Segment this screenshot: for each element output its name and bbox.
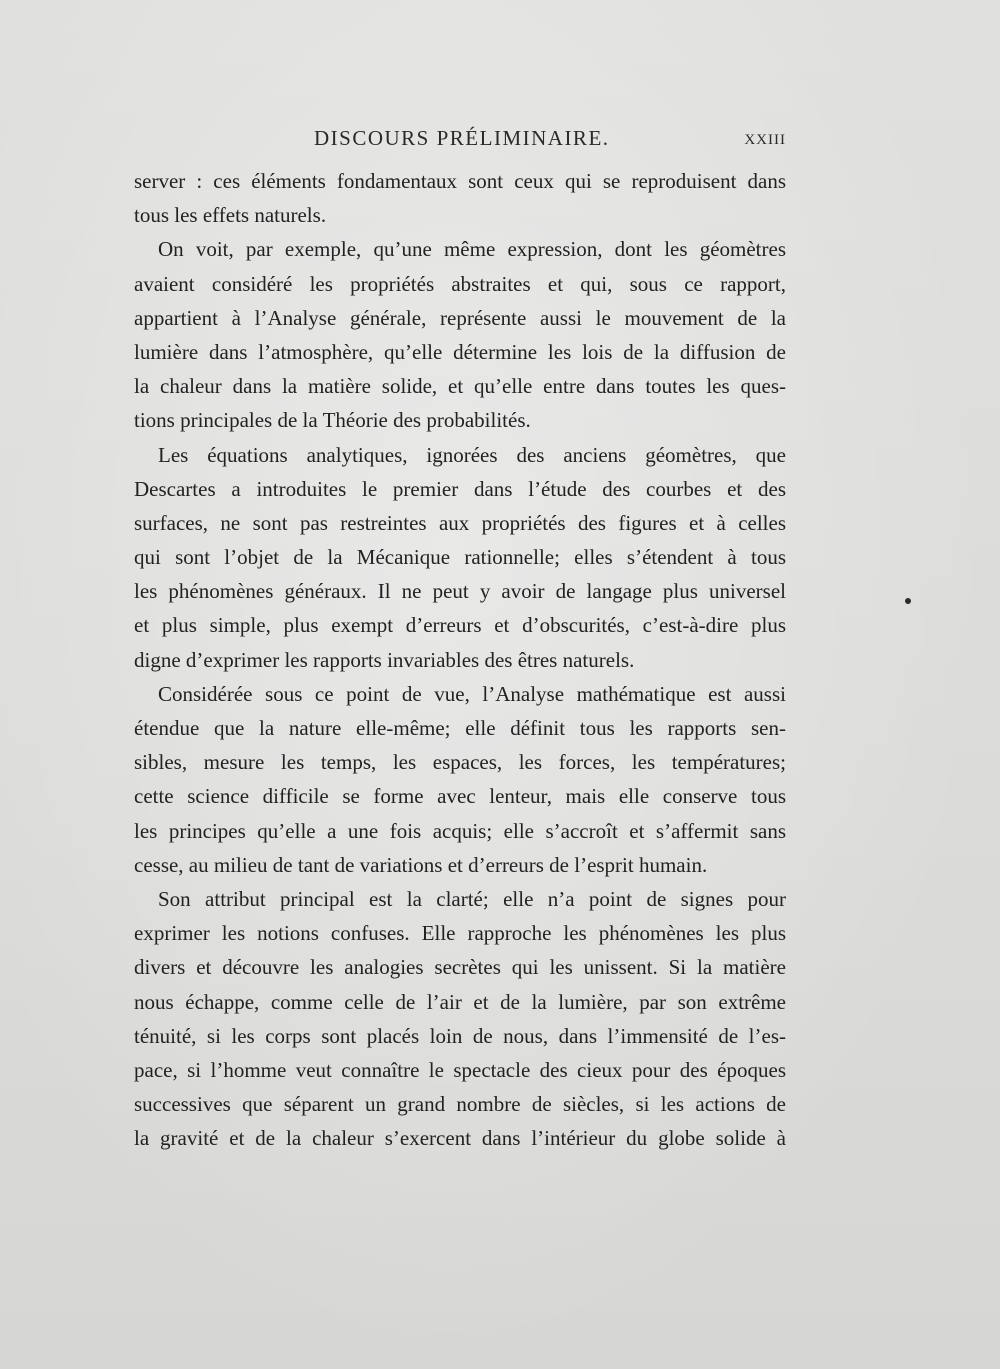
text-line: divers et découvre les analogies secrètes qui les unissent. Si la matière [134, 955, 786, 980]
text-line: appartient à l’Analyse générale, représente aussi le mouvement de la [134, 305, 786, 330]
body-text [134, 164, 786, 1155]
text-line: sibles, mesure les temps, les espaces, les forces, les températures; [134, 750, 786, 775]
paragraph [134, 164, 786, 232]
text-line: nous échappe, comme celle de l’air et de la lumière, par son extrême [134, 989, 786, 1014]
text-line: ténuité, si les corps sont placés loin de nous, dans l’immensité de l’es- [134, 1023, 786, 1048]
paragraph [134, 677, 786, 882]
text-line: étendue que la nature elle-même; elle définit tous les rapports sen- [134, 716, 786, 740]
text-line: Descartes a introduites le premier dans l’étude des courbes et des [134, 476, 786, 501]
text-line: tions principales de la Théorie des probabilités. [134, 408, 531, 433]
text-line: les phénomènes généraux. Il ne peut y avoir de langage plus universel [134, 579, 786, 604]
text-line: cesse, au milieu de tant de variations et d’erreurs de l’esprit humain. [134, 852, 708, 877]
text-line: successives que séparent un grand nombre de siècles, si les actions de [134, 1092, 786, 1117]
text-line: pace, si l’homme veut connaître le spectacle des cieux pour des époques [134, 1057, 786, 1082]
text-line: les principes qu’elle a une fois acquis; elle s’accroît et s’affermit sans [134, 818, 786, 843]
paragraph [134, 232, 786, 437]
text-line: Son attribut principal est la clarté; elle n’a point de signes pour [158, 886, 786, 911]
paragraph [134, 438, 786, 677]
ink-speck [905, 598, 911, 604]
text-line: On voit, par exemple, qu’une même expression, dont les géomètres [158, 237, 786, 262]
text-line: tous les effets naturels. [134, 203, 327, 228]
page-number: XXIII [744, 132, 786, 148]
text-line: cette science difficile se forme avec lenteur, mais elle conserve tous [134, 784, 786, 809]
text-line: surfaces, ne sont pas restreintes aux propriétés des figures et à celles [134, 510, 786, 535]
text-line: Les équations analytiques, ignorées des anciens géomètres, que [158, 442, 786, 467]
text-line: server : ces éléments fondamentaux sont ceux qui se reproduisent dans [134, 169, 786, 193]
text-line: la gravité et de la chaleur s’exercent dans l’intérieur du globe solide à [134, 1126, 786, 1151]
text-line: la chaleur dans la matière solide, et qu’elle entre dans toutes les ques- [134, 374, 786, 399]
text-line: digne d’exprimer les rapports invariables des êtres naturels. [134, 647, 635, 672]
text-line: Considérée sous ce point de vue, l’Analyse mathématique est aussi [158, 681, 786, 706]
paragraph [134, 882, 786, 1156]
running-title: DISCOURS PRÉLIMINAIRE. [314, 126, 610, 150]
page-header [134, 126, 786, 160]
text-line: et plus simple, plus exempt d’erreurs et d’obscurités, c’est-à-dire plus [134, 613, 786, 638]
text-line: exprimer les notions confuses. Elle rapproche les phénomènes les plus [134, 921, 786, 946]
text-line: avaient considéré les propriétés abstraites et qui, sous ce rapport, [134, 271, 786, 296]
text-line: qui sont l’objet de la Mécanique rationnelle; elles s’étendent à tous [134, 545, 786, 570]
text-line: lumière dans l’atmosphère, qu’elle détermine les lois de la diffusion de [134, 339, 786, 364]
